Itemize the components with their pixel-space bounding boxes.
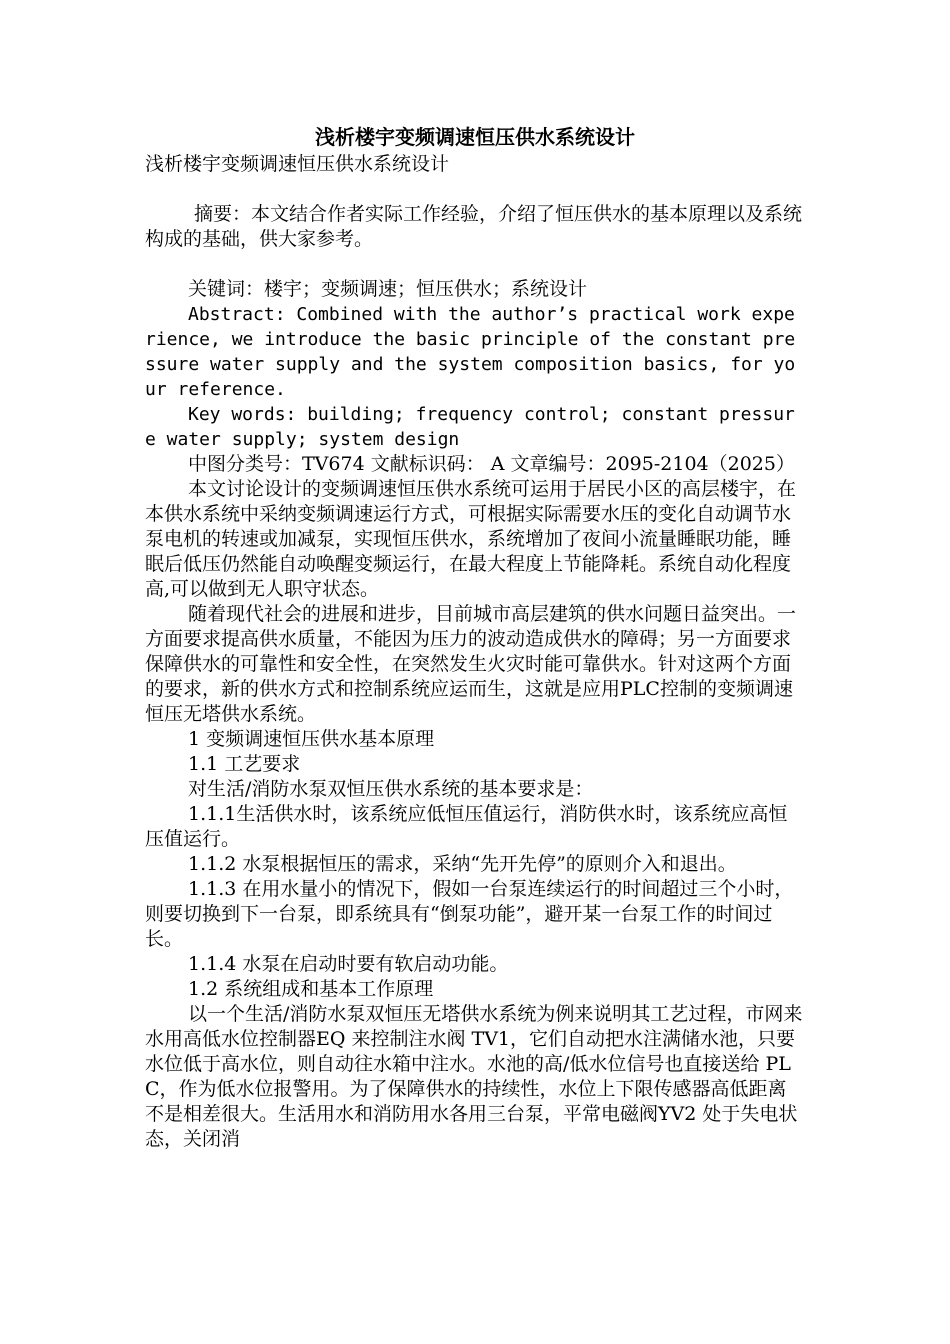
paragraph-intro: 本文讨论设计的变频调速恒压供水系统可运用于居民小区的高层楼宇，在本供水系统中采纳变频调速运行方式，可根据实际需要水压的变化自动调节水泵电机的转速或加减泵，实现恒压供水，系统增加了夜间小流量睡眠功能，睡眠后低压仍然能自动唤醒变频运行，在最大程度上节能降耗。系统自动化程度高,可以做到无人职守状态。 — [145, 478, 797, 600]
document-title: 浅析楼宇变频调速恒压供水系统设计 — [315, 125, 635, 149]
paragraph-system: 以一个生活/消防水泵双恒压无塔供水系统为例来说明其工艺过程，市网来水用高低水位控制器EQ 来控制注水阀 TV1，它们自动把水注满储水池，只要水位低于高水位，则自动往水箱中注水。水池的高/低水位信号也直接送给 PLC，作为低水位报警用。为了保障供水的持续性，水位上下限传感器高低距离不是相差很大。生活用水和消防用水各用三台泵，平常电磁阀YV2 处于失电状态，关闭消 — [145, 1003, 803, 1150]
document-body — [145, 152, 805, 1152]
keywords-en: Key words: building; frequency control; constant pressure water supply; system design — [145, 404, 795, 450]
document-subtitle: 浅析楼宇变频调速恒压供水系统设计 — [145, 153, 450, 175]
spacer — [145, 177, 805, 202]
keywords-cn: 关键词：楼宇；变频调速；恒压供水；系统设计 — [188, 278, 588, 300]
paragraph-background: 随着现代社会的进展和进步，目前城市高层建筑的供水问题日益突出。一方面要求提高供水质量，不能因为压力的波动造成供水的障碍；另一方面要求保障供水的可靠性和安全性，在突然发生火灾时能可靠供水。针对这两个方面的要求，新的供水方式和控制系统应运而生，这就是应用PLC控制的变频调速恒压无塔供水系统。 — [145, 603, 797, 725]
spacer — [145, 252, 805, 277]
list-item-1-1-4: 1.1.4 水泵在启动时要有软启动功能。 — [188, 953, 509, 975]
abstract-cn: 摘要：本文结合作者实际工作经验，介绍了恒压供水的基本原理以及系统构成的基础，供大家参考。 — [145, 203, 803, 250]
paragraph-requirements: 对生活/消防水泵双恒压供水系统的基本要求是： — [188, 778, 594, 800]
section-heading-1-2: 1.2 系统组成和基本工作原理 — [188, 978, 434, 1000]
abstract-en: Abstract: Combined with the author’s practical work experience, we introduce the basic principle of the constant pressure water supply and the system composition basics, for your reference. — [145, 304, 796, 400]
list-item-1-1-1: 1.1.1生活供水时，该系统应低恒压值运行，消防供水时，该系统应高恒压值运行。 — [145, 803, 788, 850]
classification-line: 中图分类号：TV674 文献标识码： A 文章编号：2095-2104（2025） — [188, 453, 795, 475]
list-item-1-1-3: 1.1.3 在用水量小的情况下，假如一台泵连续运行的时间超过三个小时，则要切换到下一台泵，即系统具有“倒泵功能”，避开某一台泵工作的时间过长。 — [145, 878, 794, 950]
section-heading-1: 1 变频调速恒压供水基本原理 — [188, 728, 435, 750]
list-item-1-1-2: 1.1.2 水泵根据恒压的需求，采纳“先开先停”的原则介入和退出。 — [188, 853, 737, 875]
section-heading-1-1: 1.1 工艺要求 — [188, 753, 301, 775]
